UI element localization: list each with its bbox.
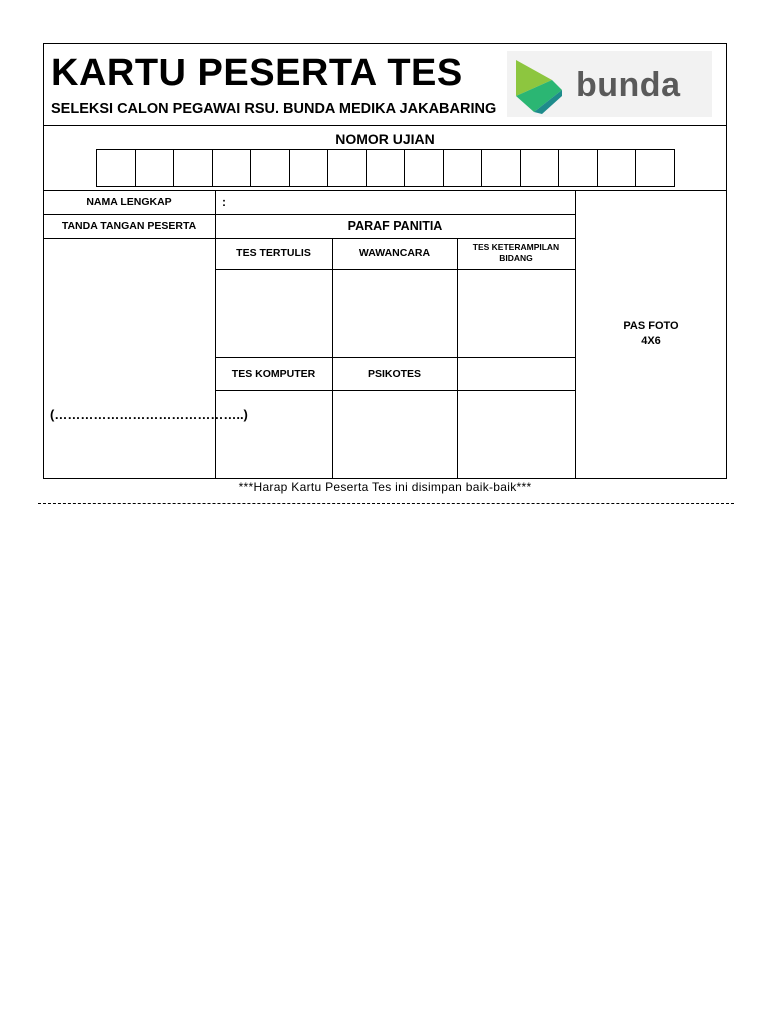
card-title: KARTU PESERTA TES [51, 52, 463, 94]
bunda-logo-text: bunda [576, 66, 681, 104]
photo-label: PAS FOTO [623, 320, 679, 332]
committee-header-divider [215, 269, 576, 270]
exam-number-digit[interactable] [290, 150, 329, 186]
committee-col-divider-2 [457, 238, 458, 479]
psychotest-header: PSIKOTES [367, 368, 422, 380]
exam-number-digit[interactable] [251, 150, 290, 186]
written-test-header: TES TERTULIS [236, 247, 311, 259]
committee-mid-divider [215, 357, 576, 358]
exam-number-digit[interactable] [213, 150, 252, 186]
exam-number-digit[interactable] [559, 150, 598, 186]
name-row-divider [43, 214, 576, 215]
committee-row2-divider [215, 390, 576, 391]
name-field[interactable] [232, 192, 572, 212]
exam-number-divider [43, 190, 727, 191]
computer-test-header: TES KOMPUTER [231, 368, 316, 380]
exam-number-digit[interactable] [174, 150, 213, 186]
exam-number-digit[interactable] [482, 150, 521, 186]
exam-number-digit[interactable] [367, 150, 406, 186]
signature-label: TANDA TANGAN PESERTA [61, 220, 197, 232]
skill-test-header: TES KETERAMPILAN BIDANG [472, 242, 560, 263]
header-divider [43, 125, 727, 126]
left-column-divider [215, 190, 216, 479]
exam-number-digit[interactable] [97, 150, 136, 186]
name-separator: : [222, 195, 226, 209]
signature-row-divider [43, 238, 576, 239]
bunda-logo-icon [512, 58, 568, 114]
exam-number-digit[interactable] [636, 150, 674, 186]
footer-note: ***Harap Kartu Peserta Tes ini disimpan baik-baik*** [238, 480, 532, 494]
interview-header: WAWANCARA [358, 247, 431, 259]
exam-number-digit[interactable] [521, 150, 560, 186]
committee-label: PARAF PANITIA [347, 219, 443, 233]
exam-number-label: NOMOR UJIAN [335, 131, 435, 147]
photo-size: 4X6 [641, 335, 661, 347]
signature-placeholder: (……………………………………..) [50, 407, 248, 422]
exam-number-digit[interactable] [328, 150, 367, 186]
cut-line [38, 503, 734, 504]
exam-number-boxes [96, 149, 675, 187]
name-label: NAMA LENGKAP [86, 196, 172, 208]
exam-number-digit[interactable] [444, 150, 483, 186]
committee-col-divider-1 [332, 238, 333, 479]
exam-number-digit[interactable] [598, 150, 637, 186]
exam-number-digit[interactable] [136, 150, 175, 186]
exam-number-digit[interactable] [405, 150, 444, 186]
card-subtitle: SELEKSI CALON PEGAWAI RSU. BUNDA MEDIKA JAKABARING [51, 101, 497, 117]
